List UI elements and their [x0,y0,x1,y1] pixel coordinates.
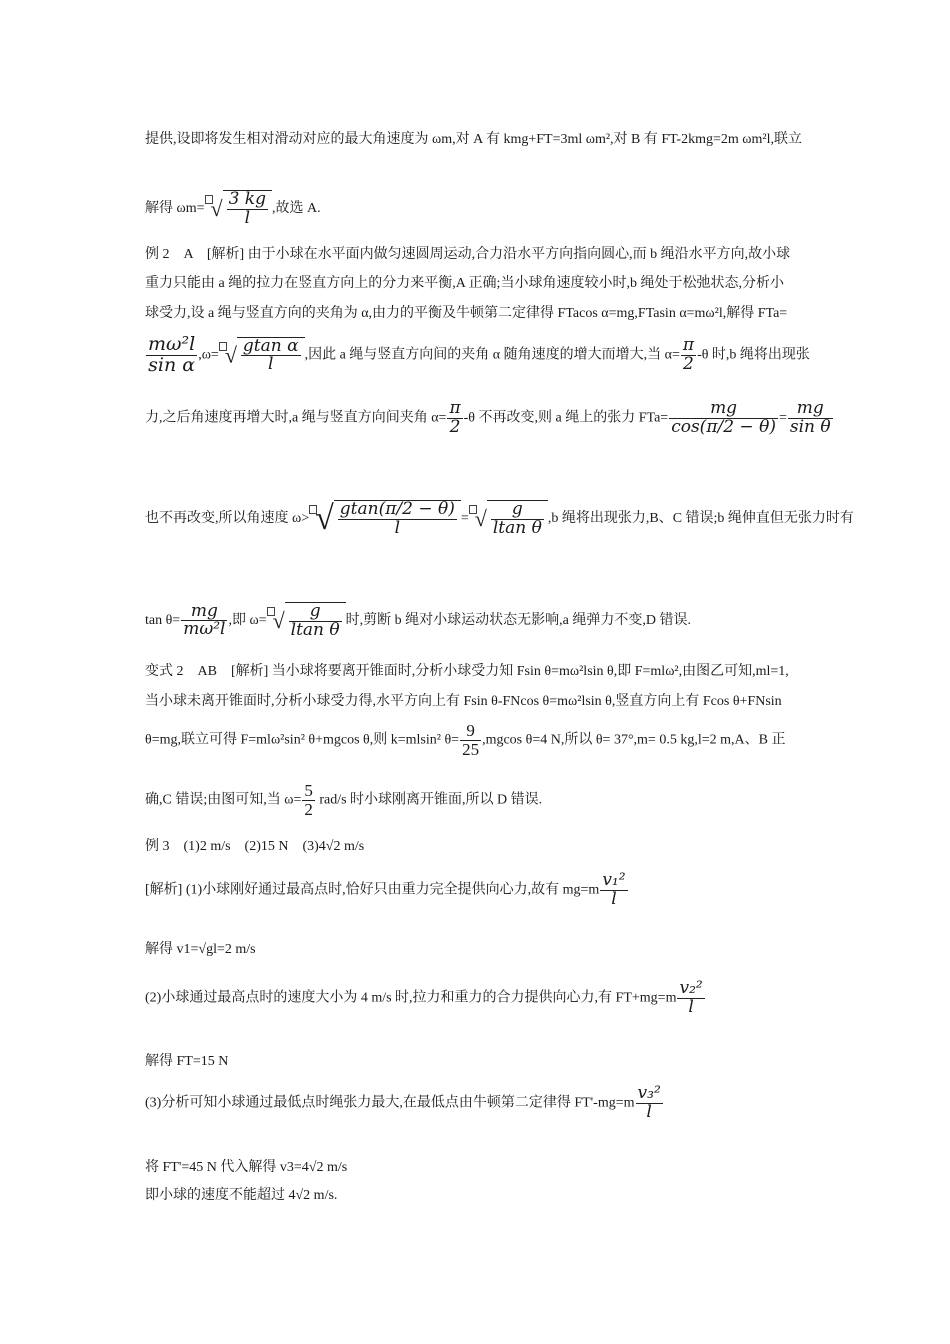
fraction: $\frac{mg}{\cos(\pi/2 - \theta)}$ [671,398,776,437]
text-line-16 [145,938,256,958]
text-line-6: $\frac{\text{mω²l}}{\text{sin α}}$ ,ω= √ $\frac{\text{gtan α}}{l}$ ,因此 a 绳与竖直方向间的夹角 α 随角速度的增大而增大,当 α= $\frac{\pi}{2}$ -θ 时,b 绳将出现张 [148,333,810,376]
fraction: $\frac{5}{2}$ [304,781,313,819]
text-line-12 [145,722,785,759]
fraction: $\frac{mg}{\text{mω²l}}$ [183,600,226,640]
line-text: ,b 绳将出现张力,B、C 错误;b 绳伸直但无张力时有 [547,511,854,527]
text-line-10 [145,660,789,680]
line-text: 球受力,设 a 绳与竖直方向的夹角为 α,由力的平衡及牛顿第二定律得 FTacos α=mg,FTasin α=mω²l,解得 FTa= [145,306,788,321]
radical-icon: √ [474,506,487,531]
radical-icon: √ [272,607,285,633]
line-text: [解析] (1)小球刚好通过最高点时,恰好只由重力完全提供向心力,故有 mg=m [145,882,600,898]
fraction: $\frac{\text{v₃²}}{l}$ [637,1083,661,1122]
text-line-19 [145,1085,664,1122]
line-text: 解得 v1=√gl=2 m/s [145,942,256,957]
text-line-20 [145,1156,347,1176]
line-text: (2)小球通过最高点时的速度大小为 4 m/s 时,拉力和重力的合力提供向心力,有 FT+mg=m [145,990,677,1006]
fraction: $\frac{mg}{\text{sin θ}}$ [789,398,831,437]
fraction: $\frac{\text{mω²l}}{\text{sin α}}$ [148,333,196,376]
text-line-15 [145,872,629,909]
text-line-7: 力,之后角速度再增大时,a 绳与竖直方向间夹角 α= $\frac{\pi}{2}$ -θ 不再改变,则 a 绳上的张力 FTa= $\frac{mg}{\cos(\pi/2 - \theta)}$ = $\frac{mg}{\text{sin θ}}$ [145,398,831,437]
text-line-13 [145,782,542,819]
radicand: $\frac{gtan(\pi/2 - \theta)}{l}$ [334,500,461,538]
line-text: ,因此 a 绳与竖直方向间的夹角 α 随角速度的增大而增大,当 α= [304,347,680,363]
fraction: $\frac{\pi}{2}$ [682,335,695,374]
radicand: $\frac{\text{gtan α}}{l}$ [237,337,305,375]
line-text: 提供,设即将发生相对滑动对应的最大角速度为 ωm,对 A 有 kmg+FT=3ml ωm²,对 B 有 FT-2kmg=2m ωm²l,联立 [145,132,802,147]
line-text: -θ 不再改变,则 a 绳上的张力 FTa= [463,410,669,426]
line-text: ,即 ω= [228,613,267,629]
fraction: $\frac{9}{25}$ [462,721,480,759]
text-line-1 [145,128,802,148]
text-line-14 [145,835,364,855]
text-line-3 [145,243,790,263]
line-text: 将 FT'=45 N 代入解得 v3=4√2 m/s [145,1160,348,1175]
radical-icon: √ [315,500,334,537]
text-line-5 [145,302,787,322]
fraction: $\frac{\text{v₂²}}{l}$ [679,978,703,1017]
line-text: ,mgcos θ=4 N,所以 θ= 37°,m= 0.5 kg,l=2 m,A、B 正 [482,732,786,748]
line-text: 也不再改变,所以角速度 ω> [145,511,310,527]
line-text: 当小球未离开锥面时,分析小球受力得,水平方向上有 Fsin θ-FNcos θ=mω²lsin θ,竖直方向上有 Fcos θ+FNsin [145,694,782,709]
text-line-11 [145,690,782,710]
text-line-8: 也不再改变,所以角速度 ω> √ $\frac{gtan(\pi/2 - \theta)}{l}$ = √ $\frac{g}{\text{ltan θ}}$ ,b 绳将出现张力,B、C 错误;b 绳伸直但无张力时有 [145,499,854,538]
radical-icon: √ [224,342,237,368]
line-text: 例 3 (1)2 m/s (2)15 N (3)4√2 m/s [145,839,365,854]
line-text: ,故选 A. [271,201,321,217]
radical-icon: √ [210,195,223,221]
text-line-21 [145,1184,337,1204]
line-text: 例 2 A [解析] 由于小球在水平面内做匀速圆周运动,合力沿水平方向指向圆心,而 b 绳沿水平方向,故小球 [145,247,791,262]
line-text: θ=mg,联立可得 F=mlω²sin² θ+mgcos θ,则 k=mlsin² θ= [145,732,460,748]
line-text: 重力只能由 a 绳的拉力在竖直方向上的分力来平衡,A 正确;当小球角速度较小时,b 绳处于松弛状态,分析小 [145,276,784,291]
radicand: $\frac{3 kg}{l}$ [223,190,272,228]
line-text: tan θ= [145,613,181,629]
line-text: 时,剪断 b 绳对小球运动状态无影响,a 绳弹力不变,D 错误. [345,613,691,629]
fraction: $\frac{\text{v₁²}}{l}$ [602,870,626,909]
text-line-9 [145,602,691,640]
line-text: 解得 ωm= [145,201,205,217]
line-text: (3)分析可知小球通过最低点时绳张力最大,在最低点由牛顿第二定律得 FT'-mg=m [145,1095,635,1111]
radicand: $\frac{g}{\text{ltan θ}}$ [285,602,346,640]
fraction: $\frac{\pi}{2}$ [449,398,461,437]
text-line-18 [145,1050,228,1070]
line-text: rad/s 时小球刚离开锥面,所以 D 错误. [315,792,543,808]
line-text: 解得 FT=15 N [145,1054,229,1069]
line-text: -θ 时,b 绳将出现张 [697,347,810,363]
text-line-17 [145,980,706,1017]
text-line-4 [145,272,784,292]
line-text: 力,之后角速度再增大时,a 绳与竖直方向间夹角 α= [145,410,447,426]
radicand: $\frac{g}{\text{ltan θ}}$ [487,500,548,538]
line-text: 变式 2 AB [解析] 当小球将要离开锥面时,分析小球受力知 Fsin θ=mω²lsin θ,即 F=mlω²,由图乙可知,ml=1, [145,664,789,679]
text-line-2 [145,190,321,228]
line-text: 确,C 错误;由图可知,当 ω= [145,792,302,808]
line-text: 即小球的速度不能超过 4√2 m/s. [145,1188,338,1203]
